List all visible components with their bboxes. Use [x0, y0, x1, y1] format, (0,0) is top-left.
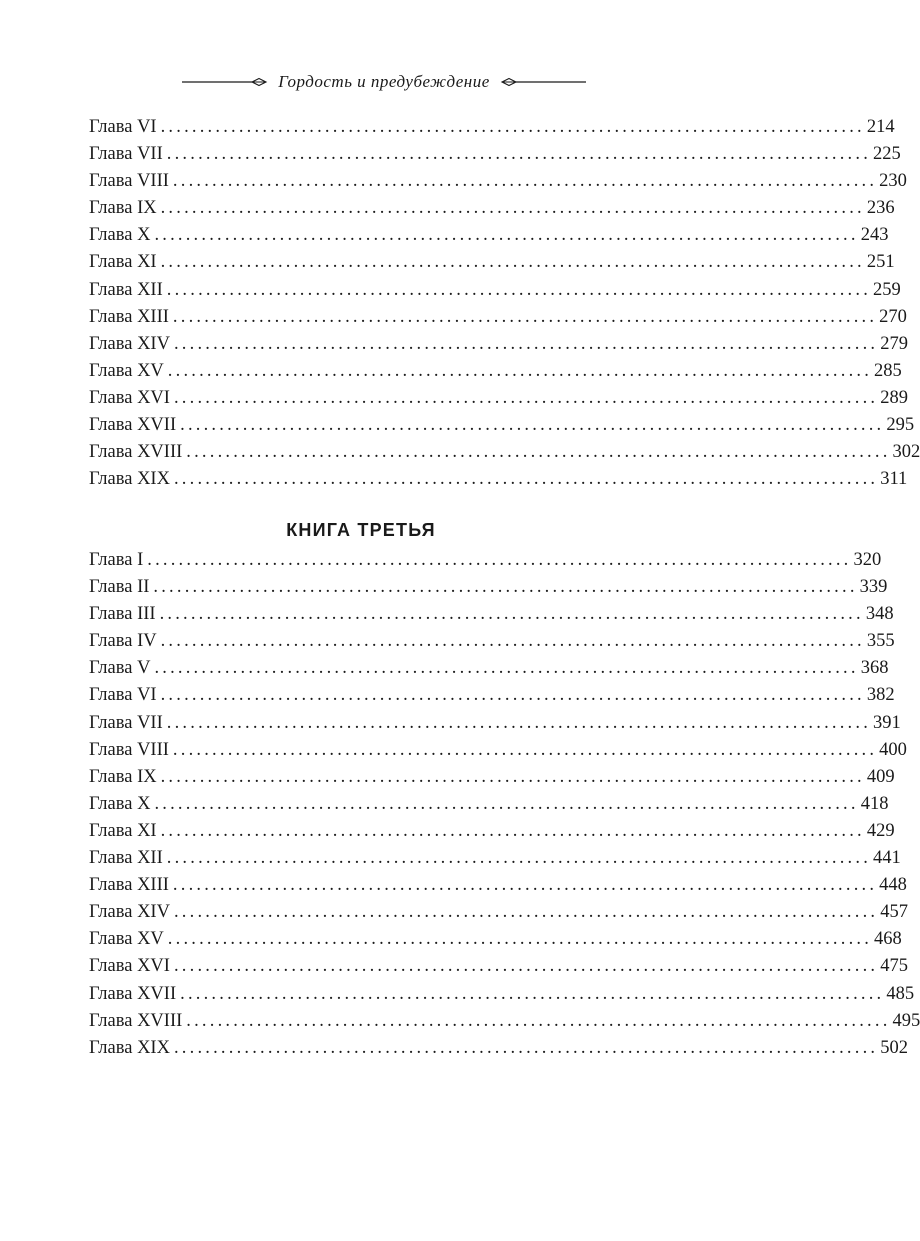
page-number: 236	[866, 198, 895, 219]
chapter-label: Глава XVI	[89, 956, 170, 977]
toc-entry	[89, 791, 889, 818]
chapter-label: Глава XVI	[89, 387, 170, 408]
page-number: 348	[865, 604, 894, 625]
dot-leader: ..........................................................................................	[186, 442, 891, 463]
dot-leader: ..........................................................................................	[166, 712, 872, 733]
toc-entry	[89, 818, 895, 845]
chapter-label: Глава XV	[89, 929, 164, 950]
page-number: 225	[873, 144, 901, 165]
dot-leader: ..........................................................................................	[180, 415, 885, 436]
chapter-label: Глава XVII	[89, 983, 177, 1004]
page-number: 457	[880, 902, 908, 923]
page-number: 230	[879, 171, 907, 192]
dot-leader: ..........................................................................................	[186, 1010, 891, 1031]
dot-leader: ..........................................................................................	[172, 739, 878, 760]
section-heading-book-three: КНИГА ТРЕТЬЯ	[286, 520, 436, 540]
chapter-label: Глава X	[89, 793, 151, 814]
page-number: 448	[879, 875, 907, 896]
dot-leader: ..........................................................................................	[166, 279, 872, 300]
dot-leader: ..........................................................................................	[153, 577, 858, 598]
toc-entry	[89, 304, 907, 331]
chapter-label: Глава XIX	[89, 469, 170, 490]
chapter-label: Глава XIII	[89, 875, 169, 896]
toc-entry	[89, 926, 902, 953]
flourish-left-icon	[182, 76, 268, 88]
chapter-label: Глава VII	[89, 712, 163, 733]
page-number: 289	[880, 387, 908, 408]
page-number: 368	[860, 658, 889, 679]
toc-entry	[89, 1008, 920, 1035]
toc-entry	[89, 601, 894, 628]
page-number: 382	[866, 685, 895, 706]
toc-entry	[89, 385, 908, 412]
toc-entry	[89, 710, 901, 737]
dot-leader: ..........................................................................................	[160, 252, 865, 273]
page-number: 441	[873, 848, 901, 869]
dot-leader: ..........................................................................................	[173, 1037, 879, 1058]
chapter-label: Глава XI	[89, 252, 157, 273]
dot-leader: ..........................................................................................	[173, 902, 879, 923]
chapter-label: Глава X	[89, 225, 151, 246]
page-number: 339	[859, 577, 888, 598]
dot-leader: ..........................................................................................	[160, 685, 865, 706]
toc-entry	[89, 628, 895, 655]
page-number: 295	[886, 415, 915, 436]
toc-entry	[89, 872, 907, 899]
toc-list-book-three	[89, 547, 920, 1062]
toc-entry	[89, 682, 895, 709]
page-number: 418	[860, 793, 889, 814]
page-number: 391	[873, 712, 901, 733]
dot-leader: ..........................................................................................	[167, 360, 873, 381]
chapter-label: Глава XVII	[89, 415, 177, 436]
toc-entry	[89, 547, 882, 574]
toc-entry	[89, 114, 895, 141]
toc-entry	[89, 141, 901, 168]
chapter-label: Глава VI	[89, 117, 157, 137]
chapter-label: Глава V	[89, 658, 151, 679]
chapter-label: Глава XII	[89, 848, 163, 869]
chapter-label: Глава IX	[89, 766, 157, 787]
page-number: 495	[892, 1010, 920, 1031]
chapter-label: Глава VIII	[89, 171, 169, 192]
toc-entry	[89, 655, 889, 682]
page-number: 311	[880, 469, 908, 490]
toc-entry	[89, 574, 888, 601]
chapter-label: Глава XV	[89, 360, 164, 381]
toc-entry	[89, 953, 908, 980]
dot-leader: ..........................................................................................	[160, 820, 865, 841]
dot-leader: ..........................................................................................	[172, 306, 878, 327]
dot-leader: ..........................................................................................	[160, 198, 865, 219]
dot-leader: ..........................................................................................	[160, 766, 865, 787]
chapter-label: Глава VII	[89, 144, 163, 165]
page-number: 270	[879, 306, 907, 327]
dot-leader: ..........................................................................................	[173, 333, 879, 354]
chapter-label: Глава XVIII	[89, 1010, 183, 1031]
dot-leader: ..........................................................................................	[154, 793, 859, 814]
page-number: 320	[853, 550, 882, 570]
dot-leader: ..........................................................................................	[154, 658, 859, 679]
chapter-label: Глава XIII	[89, 306, 169, 327]
toc-entry	[89, 439, 920, 466]
chapter-label: Глава XII	[89, 279, 163, 300]
chapter-label: Глава III	[89, 604, 156, 625]
toc-entry	[89, 764, 895, 791]
page-number: 214	[866, 117, 895, 137]
page-number: 243	[860, 225, 889, 246]
toc-entry	[89, 466, 908, 493]
page-number: 429	[866, 820, 895, 841]
toc-entry	[89, 981, 915, 1008]
dot-leader: ..........................................................................................	[173, 956, 879, 977]
chapter-label: Глава VIII	[89, 739, 169, 760]
chapter-label: Глава XIX	[89, 1037, 170, 1058]
page-number: 502	[880, 1037, 908, 1058]
running-header	[0, 72, 768, 92]
chapter-label: Глава IV	[89, 631, 157, 652]
toc-entry	[89, 277, 901, 304]
chapter-label: Глава II	[89, 577, 150, 598]
toc-list-book-two	[89, 114, 920, 493]
chapter-label: Глава VI	[89, 685, 157, 706]
dot-leader: ..........................................................................................	[154, 225, 859, 246]
toc-entry	[89, 222, 889, 249]
toc-entry	[89, 1035, 908, 1062]
dot-leader: ..........................................................................................	[159, 604, 864, 625]
toc-entry	[89, 899, 908, 926]
toc-entry	[89, 358, 902, 385]
dot-leader: ..........................................................................................	[172, 171, 878, 192]
flourish-right-icon	[500, 76, 586, 88]
running-header-title: Гордость и предубеждение	[278, 72, 490, 91]
dot-leader: ..........................................................................................	[147, 550, 852, 570]
toc-entry	[89, 845, 901, 872]
page-number: 409	[866, 766, 895, 787]
dot-leader: ..........................................................................................	[172, 875, 878, 896]
chapter-label: Глава I	[89, 550, 144, 570]
page-number: 259	[873, 279, 901, 300]
page-number: 302	[892, 442, 920, 463]
chapter-label: Глава XVIII	[89, 442, 183, 463]
dot-leader: ..........................................................................................	[160, 117, 865, 137]
chapter-label: Глава XI	[89, 820, 157, 841]
chapter-label: Глава XIV	[89, 333, 170, 354]
toc-entry	[89, 737, 907, 764]
page-number: 279	[880, 333, 908, 354]
page-number: 485	[886, 983, 915, 1004]
page-number: 355	[866, 631, 895, 652]
dot-leader: ..........................................................................................	[160, 631, 865, 652]
dot-leader: ..........................................................................................	[167, 929, 873, 950]
chapter-label: Глава IX	[89, 198, 157, 219]
toc-entry	[89, 168, 907, 195]
page-number: 251	[866, 252, 895, 273]
dot-leader: ..........................................................................................	[166, 144, 872, 165]
toc-entry	[89, 249, 895, 276]
dot-leader: ..........................................................................................	[180, 983, 885, 1004]
page-number: 475	[880, 956, 908, 977]
toc-entry	[89, 195, 895, 222]
page-number: 285	[874, 360, 902, 381]
dot-leader: ..........................................................................................	[166, 848, 872, 869]
chapter-label: Глава XIV	[89, 902, 170, 923]
toc-entry	[89, 412, 915, 439]
dot-leader: ..........................................................................................	[173, 387, 879, 408]
page-number: 468	[874, 929, 902, 950]
dot-leader: ..........................................................................................	[173, 469, 879, 490]
toc-entry	[89, 331, 908, 358]
page-number: 400	[879, 739, 907, 760]
